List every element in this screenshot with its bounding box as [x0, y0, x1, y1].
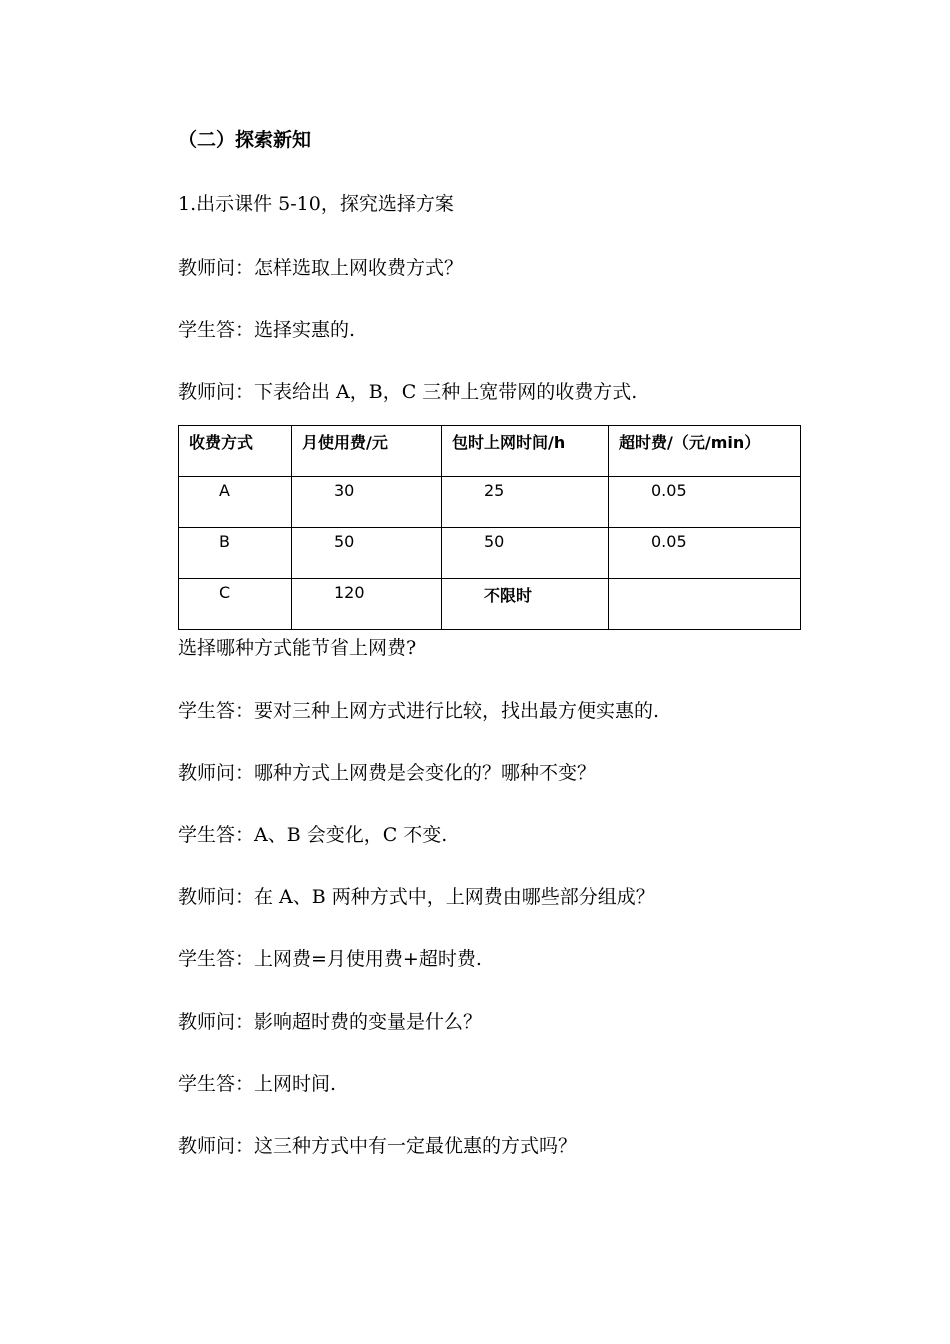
table-header-cell: 月使用费/元	[292, 426, 442, 477]
table-header-cell: 超时费/（元/min）	[609, 426, 801, 477]
table-cell: B	[179, 528, 292, 579]
dialogue-line: 教师问：哪种方式上网费是会变化的？哪种不变？	[178, 762, 597, 784]
table-header-cell: 收费方式	[179, 426, 292, 477]
table-cell: C	[179, 579, 292, 630]
table-row	[179, 477, 801, 528]
table-cell: 50	[292, 528, 442, 579]
dialogue-line: 学生答：要对三种上网方式进行比较，找出最方便实惠的.	[178, 700, 660, 722]
dialogue-line: 教师问：在 A、B 两种方式中，上网费由哪些部分组成？	[178, 886, 655, 908]
dialogue-line: 教师问：影响超时费的变量是什么？	[178, 1011, 483, 1033]
table-cell	[609, 579, 801, 630]
table-row	[179, 528, 801, 579]
table-cell: 0.05	[609, 528, 801, 579]
table-row	[179, 579, 801, 630]
dialogue-line: 教师问：下表给出 A，B，C 三种上宽带网的收费方式.	[178, 381, 638, 403]
dialogue-line: 学生答：上网时间.	[178, 1073, 337, 1095]
dialogue-line: 教师问：这三种方式中有一定最优惠的方式吗？	[178, 1135, 578, 1157]
section-heading: （二）探索新知	[178, 129, 312, 151]
table-cell: 25	[442, 477, 609, 528]
table-header-row	[179, 426, 801, 477]
table-cell: 50	[442, 528, 609, 579]
dialogue-line: 学生答：A、B 会变化，C 不变.	[178, 824, 448, 846]
table-cell: 不限时	[442, 579, 609, 630]
dialogue-line: 学生答：选择实惠的.	[178, 319, 356, 341]
table-cell: 120	[292, 579, 442, 630]
table-header-cell: 包时上网时间/h	[442, 426, 609, 477]
table-cell: 30	[292, 477, 442, 528]
dialogue-line: 教师问：怎样选取上网收费方式？	[178, 257, 464, 279]
intro-line: 1.出示课件 5-10，探究选择方案	[178, 193, 454, 215]
table-cell: 0.05	[609, 477, 801, 528]
fee-table	[178, 425, 801, 630]
dialogue-line: 学生答：上网费=月使用费+超时费.	[178, 948, 482, 970]
dialogue-line: 选择哪种方式能节省上网费?	[178, 637, 417, 659]
table-cell: A	[179, 477, 292, 528]
